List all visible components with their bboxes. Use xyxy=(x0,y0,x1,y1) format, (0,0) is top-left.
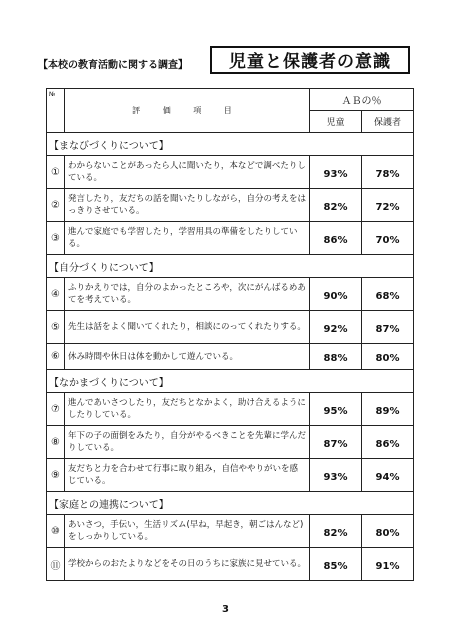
child-percent: 86% xyxy=(310,222,362,255)
item-text: 進んで家庭でも学習したり，学習用具の準備をしたりしている。 xyxy=(65,222,310,255)
table-row xyxy=(47,156,414,189)
parent-percent: 70% xyxy=(362,222,414,255)
child-percent: 82% xyxy=(310,515,362,548)
child-percent: 93% xyxy=(310,156,362,189)
item-number: ① xyxy=(47,156,65,189)
child-percent: 92% xyxy=(310,311,362,344)
item-number: ⑧ xyxy=(47,426,65,459)
table-row xyxy=(47,515,414,548)
child-column-header: 児童 xyxy=(310,111,362,133)
child-percent: 93% xyxy=(310,459,362,492)
item-text: わからないことがあったら人に聞いたり，本などで調べたりしている。 xyxy=(65,156,310,189)
child-percent: 90% xyxy=(310,278,362,311)
ab-percent-header: ＡＢの％ xyxy=(310,89,414,111)
parent-percent: 87% xyxy=(362,311,414,344)
item-text: 進んであいさつしたり，友だちとなかよく，助け合えるようにしたりしている。 xyxy=(65,393,310,426)
child-percent: 88% xyxy=(310,344,362,370)
item-text: 発言したり，友だちの話を聞いたりしながら，自分の考えをはっきりさせている。 xyxy=(65,189,310,222)
survey-table xyxy=(46,88,414,581)
item-text: 年下の子の面倒をみたり，自分がやるべきことを先輩に学んだりしている。 xyxy=(65,426,310,459)
survey-body xyxy=(47,133,414,581)
item-text: 友だちと力を合わせて行事に取り組み，自信ややりがいを感じている。 xyxy=(65,459,310,492)
item-number: ③ xyxy=(47,222,65,255)
table-row xyxy=(47,311,414,344)
no-column-header: № xyxy=(47,89,65,133)
parent-percent: 80% xyxy=(362,515,414,548)
parent-percent: 91% xyxy=(362,548,414,581)
parent-percent: 72% xyxy=(362,189,414,222)
item-number: ⑦ xyxy=(47,393,65,426)
table-row xyxy=(47,393,414,426)
parent-percent: 78% xyxy=(362,156,414,189)
table-row xyxy=(47,459,414,492)
item-number: ⑤ xyxy=(47,311,65,344)
table-row xyxy=(47,426,414,459)
parent-percent: 94% xyxy=(362,459,414,492)
section-header: 【自分づくりについて】 xyxy=(47,255,414,278)
item-number: ⑥ xyxy=(47,344,65,370)
section-header: 【家庭との連携について】 xyxy=(47,492,414,515)
child-percent: 82% xyxy=(310,189,362,222)
item-text: 先生は話をよく聞いてくれたり，相談にのってくれたりする。 xyxy=(65,311,310,344)
section-header: 【まなびづくりについて】 xyxy=(47,133,414,156)
parent-percent: 86% xyxy=(362,426,414,459)
item-text: 学校からのおたよりなどをその日のうちに家族に見せている。 xyxy=(65,548,310,581)
parent-column-header: 保護者 xyxy=(362,111,414,133)
item-text: 休み時間や休日は体を動かして遊んでいる。 xyxy=(65,344,310,370)
item-number: ⑨ xyxy=(47,459,65,492)
document-header xyxy=(38,46,413,76)
item-text: あいさつ，手伝い，生活リズム(早ね，早起き，朝ごはんなど)をしっかりしている。 xyxy=(65,515,310,548)
item-number: ④ xyxy=(47,278,65,311)
survey-subtitle: 【本校の教育活動に関する調査】 xyxy=(38,60,188,71)
section-header: 【なかまづくりについて】 xyxy=(47,370,414,393)
item-column-header: 評 価 項 目 xyxy=(65,89,310,133)
document-title: 児童と保護者の意識 xyxy=(210,46,410,74)
child-percent: 85% xyxy=(310,548,362,581)
item-number: ⑩ xyxy=(47,515,65,548)
child-percent: 95% xyxy=(310,393,362,426)
page-number: 3 xyxy=(222,604,229,615)
item-number: ⑪ xyxy=(47,548,65,581)
table-row xyxy=(47,548,414,581)
table-row xyxy=(47,189,414,222)
parent-percent: 68% xyxy=(362,278,414,311)
child-percent: 87% xyxy=(310,426,362,459)
table-row xyxy=(47,278,414,311)
item-text: ふりかえりでは，自分のよかったところや，次にがんばるめあてを考えている。 xyxy=(65,278,310,311)
item-number: ② xyxy=(47,189,65,222)
parent-percent: 89% xyxy=(362,393,414,426)
table-row xyxy=(47,344,414,370)
parent-percent: 80% xyxy=(362,344,414,370)
table-row xyxy=(47,222,414,255)
